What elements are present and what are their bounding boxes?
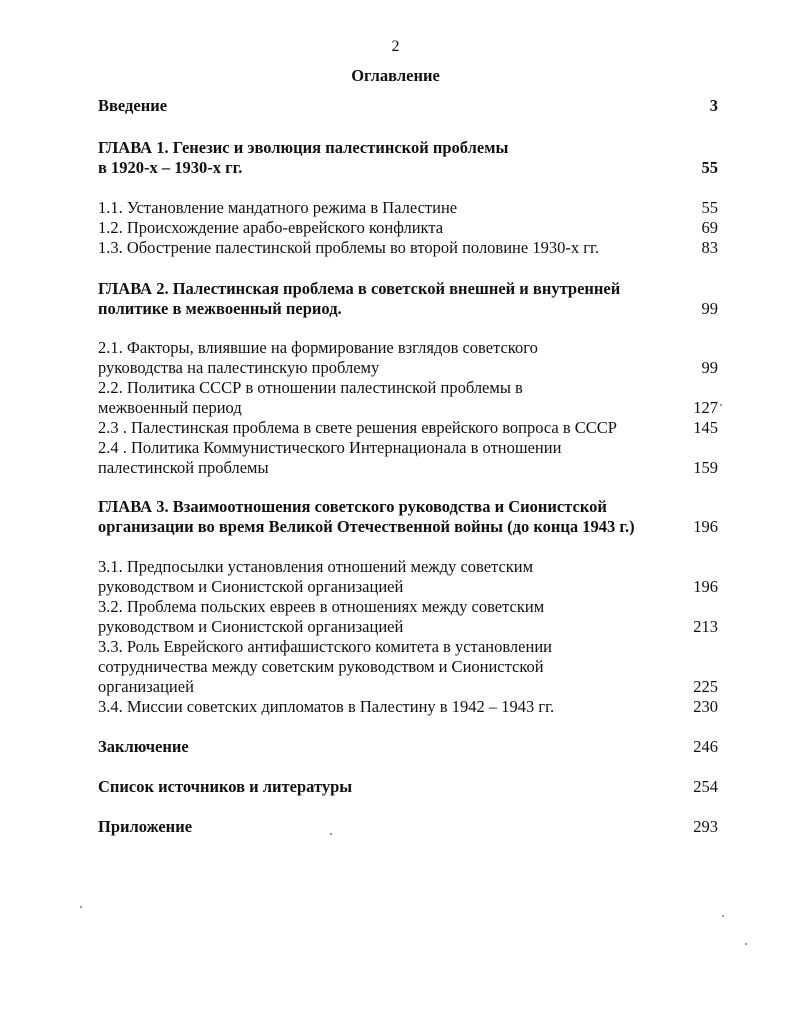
toc-entry-text: 1.3. Обострение палестинской проблемы во второй половине 1930-х гг. bbox=[98, 238, 600, 257]
toc-entry-page: 69 bbox=[701, 218, 718, 237]
toc-entry-page: 55 bbox=[701, 198, 718, 217]
page-number: 2 bbox=[391, 38, 400, 55]
toc-entry-text: руководством и Сионистской организацией bbox=[98, 617, 404, 636]
toc-entry-text: организации во время Великой Отечественной войны (до конца 1943 г.) bbox=[98, 517, 635, 536]
toc-entry-page: 293 bbox=[693, 817, 718, 836]
toc-entry-page: 145 bbox=[693, 418, 718, 437]
toc-entry-text: 3.3. Роль Еврейского антифашистского комитета в установлении bbox=[98, 637, 552, 656]
toc-entry-page: 254 bbox=[693, 777, 718, 796]
scan-speck bbox=[330, 833, 332, 835]
toc-entry-text: 2.4 . Политика Коммунистического Интернационала в отношении bbox=[98, 438, 562, 457]
toc-entry-text: политике в межвоенный период. bbox=[98, 299, 342, 318]
toc-entry-page: 3 bbox=[709, 96, 718, 115]
toc-entry-page: 246 bbox=[693, 737, 718, 756]
toc-entry-text: 2.1. Факторы, влиявшие на формирование взглядов советского bbox=[98, 338, 538, 357]
toc-entry-page: 159 bbox=[693, 458, 718, 477]
toc-entry-page: 99 bbox=[701, 299, 718, 318]
scan-speck bbox=[80, 906, 82, 908]
scan-speck bbox=[722, 915, 724, 917]
toc-entry-page: 196 bbox=[693, 577, 718, 596]
toc-entry-text: в 1920-х – 1930-х гг. bbox=[98, 158, 243, 177]
toc-entry-text: организацией bbox=[98, 677, 194, 696]
toc-entry-text: сотрудничества между советским руководством и Сионистской bbox=[98, 657, 544, 676]
scan-speck bbox=[720, 404, 722, 406]
toc-entry-page: 127 bbox=[693, 398, 718, 417]
toc-entry-text: руководства на палестинскую проблему bbox=[98, 358, 380, 377]
toc-entry-page: 213 bbox=[693, 617, 718, 636]
toc-entry-text: 3.2. Проблема польских евреев в отношениях между советским bbox=[98, 597, 545, 616]
toc-entry-page: 83 bbox=[701, 238, 718, 257]
toc-entry-text: Введение bbox=[98, 96, 168, 115]
toc-entry-text: 3.4. Миссии советских дипломатов в Палестину в 1942 – 1943 гг. bbox=[98, 697, 555, 716]
toc-entry-text: Список источников и литературы bbox=[98, 777, 353, 796]
toc-entry-page: 230 bbox=[693, 697, 718, 716]
toc-entry-text: палестинской проблемы bbox=[98, 458, 269, 477]
toc-entry-text: 3.1. Предпосылки установления отношений между советским bbox=[98, 557, 534, 576]
toc-entry-text: 1.1. Установление мандатного режима в Палестине bbox=[98, 198, 458, 217]
toc-entry-page: 55 bbox=[701, 158, 718, 177]
toc-entry-page: 225 bbox=[693, 677, 718, 696]
toc-entry-text: 1.2. Происхождение арабо-еврейского конфликта bbox=[98, 218, 444, 237]
toc-entry-page: 99 bbox=[701, 358, 718, 377]
toc-entry-text: руководством и Сионистской организацией bbox=[98, 577, 404, 596]
scan-speck bbox=[745, 943, 747, 945]
toc-entry-text: ГЛАВА 1. Генезис и эволюция палестинской проблемы bbox=[98, 138, 509, 157]
toc-entry-text: 2.2. Политика СССР в отношении палестинской проблемы в bbox=[98, 378, 523, 397]
toc-entry-page: 196 bbox=[693, 517, 718, 536]
toc-entry-text: ГЛАВА 2. Палестинская проблема в советской внешней и внутренней bbox=[98, 279, 621, 298]
toc-title: Оглавление bbox=[351, 66, 440, 85]
toc-entry-text: ГЛАВА 3. Взаимоотношения советского руководства и Сионистской bbox=[98, 497, 607, 516]
toc-entry-text: 2.3 . Палестинская проблема в свете решения еврейского вопроса в СССР bbox=[98, 418, 617, 437]
toc-entry-text: Заключение bbox=[98, 737, 189, 756]
toc-entry-text: Приложение bbox=[98, 817, 193, 836]
toc-entry-text: межвоенный период bbox=[98, 398, 242, 417]
